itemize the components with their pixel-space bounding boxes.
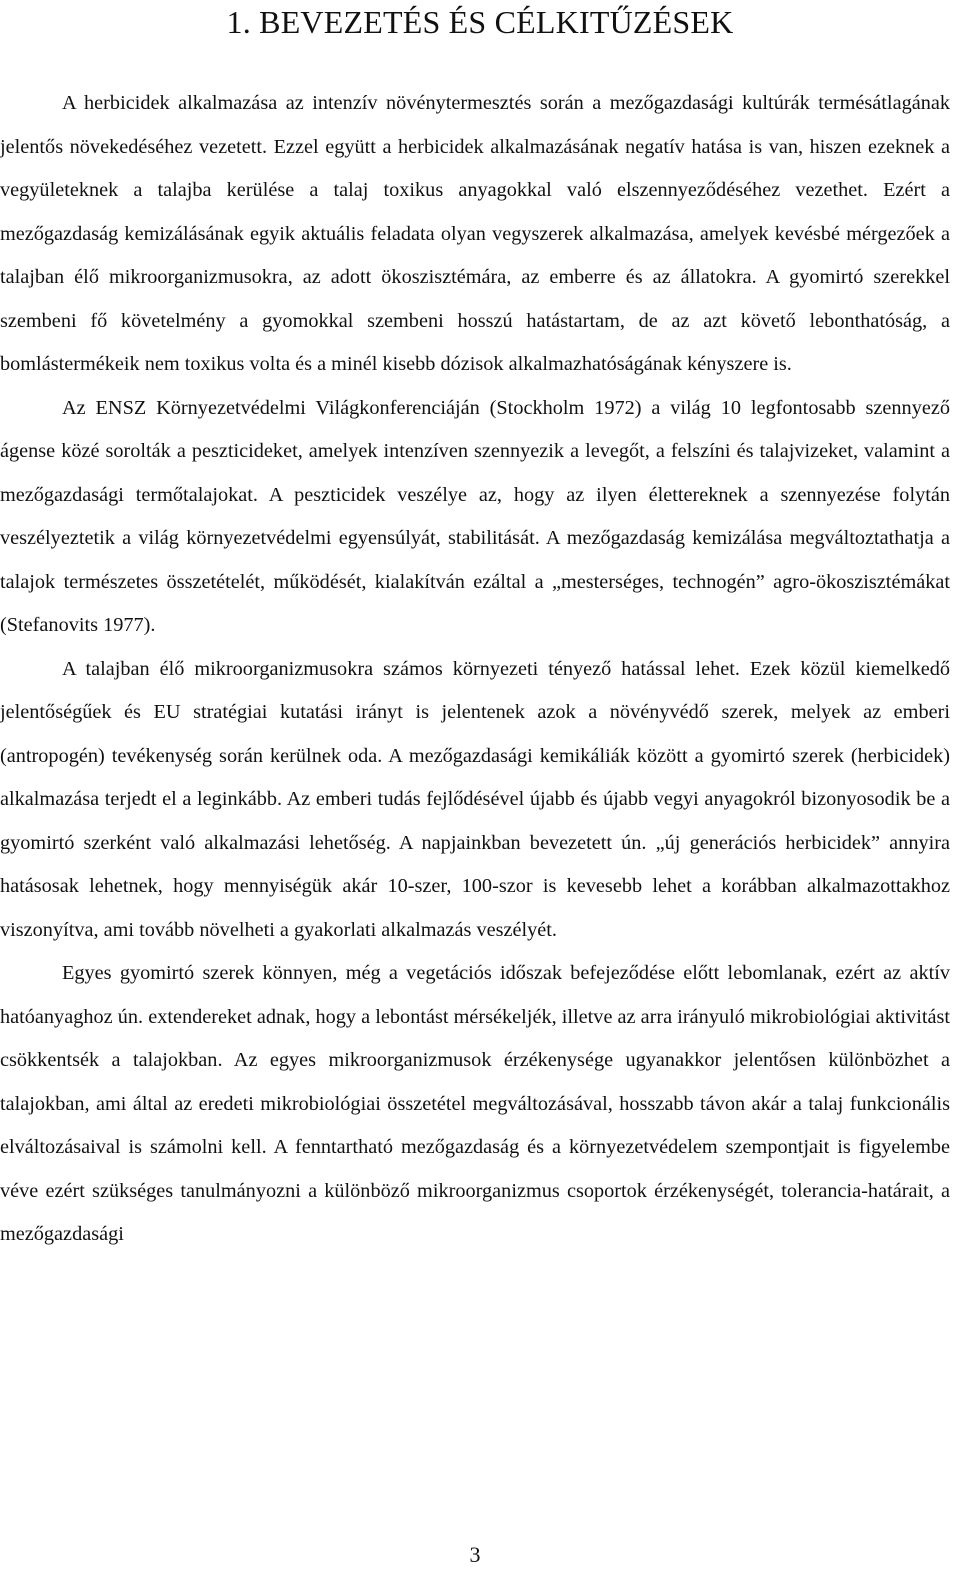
paragraph-1: A herbicidek alkalmazása az intenzív növénytermesztés során a mezőgazdasági kultúrák termésátlagának jelentős növekedéséhez vezetett. Ezzel együtt a herbicidek alkalmazásának negatív hatása is van, hiszen ezeknek a vegyületeknek a talajba kerülése a talaj toxikus anyagokkal való elszennyeződéséhez vezethet. Ezért a mezőgazdaság kemizálásának egyik aktuális feladata olyan vegyszerek alkalmazása, amelyek kevésbé mérgezőek a talajban élő mikroorganizmusokra, az adott ökoszisztémára, az emberre és az állatokra. A gyomirtó szerekkel szembeni fő követelmény a gyomokkal szembeni hosszú hatástartam, de az azt követő lebonthatóság, a bomlástermékeik nem toxikus volta és a minél kisebb dózisok alkalmazhatóságának kényszere is. [0,92,950,375]
paragraph-2: Az ENSZ Környezetvédelmi Világkonferenciáján (Stockholm 1972) a világ 10 legfontosabb szennyező ágense közé sorolták a peszticideket, amelyek intenzíven szennyezik a levegőt, a felszíni és talajvizeket, valamint a mezőgazdasági termőtalajokat. A peszticidek veszélye az, hogy az ilyen élettereknek a szennyezése folytán veszélyeztetik a világ környezetvédelmi egyensúlyát, stabilitását. A mezőgazdaság kemizálása megváltoztathatja a talajok természetes összetételét, működését, kialakítván ezáltal a „mesterséges, technogén” agro-ökoszisztémákat (Stefanovits 1977). [0,396,950,636]
paragraph-4: Egyes gyomirtó szerek könnyen, még a vegetációs időszak befejeződése előtt lebomlanak, ezért az aktív hatóanyaghoz ún. extendereket adnak, hogy a lebontást mérsékeljék, illetve az arra irányuló mikrobiológiai aktivitást csökkentsék a talajokban. Az egyes mikroorganizmusok érzékenysége ugyanakkor jelentősen különbözhet a talajokban, ami által az eredeti mikrobiológiai összetétel megváltozásával, hosszabb távon akár a talaj funkcionális elváltozásaival is számolni kell. A fenntartható mezőgazdaság és a környezetvédelem szempontjait is figyelembe véve ezért szükséges tanulmányozni a különböző mikroorganizmus csoportok érzékenységét, tolerancia-határait, a mezőgazdasági [0,962,950,1245]
chapter-title: 1. BEVEZETÉS ÉS CÉLKITŰZÉSEK [226,4,734,40]
paragraph-3: A talajban élő mikroorganizmusokra számos környezeti tényező hatással lehet. Ezek közül kiemelkedő jelentőségűek és EU stratégiai kutatási irányt is jelentenek azok a növényvédő szerek, melyek az emberi (antropogén) tevékenység során kerülnek oda. A mezőgazdasági kemikáliák között a gyomirtó szerek (herbicidek) alkalmazása terjedt el a leginkább. Az emberi tudás fejlődésével újabb és újabb vegyi anyagokról bizonyosodik be a gyomirtó szerként való alkalmazási lehetőség. A napjainkban bevezetett ún. „új generációs herbicidek” annyira hatásosak lehetnek, hogy mennyiségük akár 10-szer, 100-szor is kevesebb lehet a korábban alkalmazottakhoz viszonyítva, ami tovább növelheti a gyakorlati alkalmazás veszélyét. [0,657,950,941]
page-number: 3 [469,1542,481,1567]
body-text [0,82,950,1257]
